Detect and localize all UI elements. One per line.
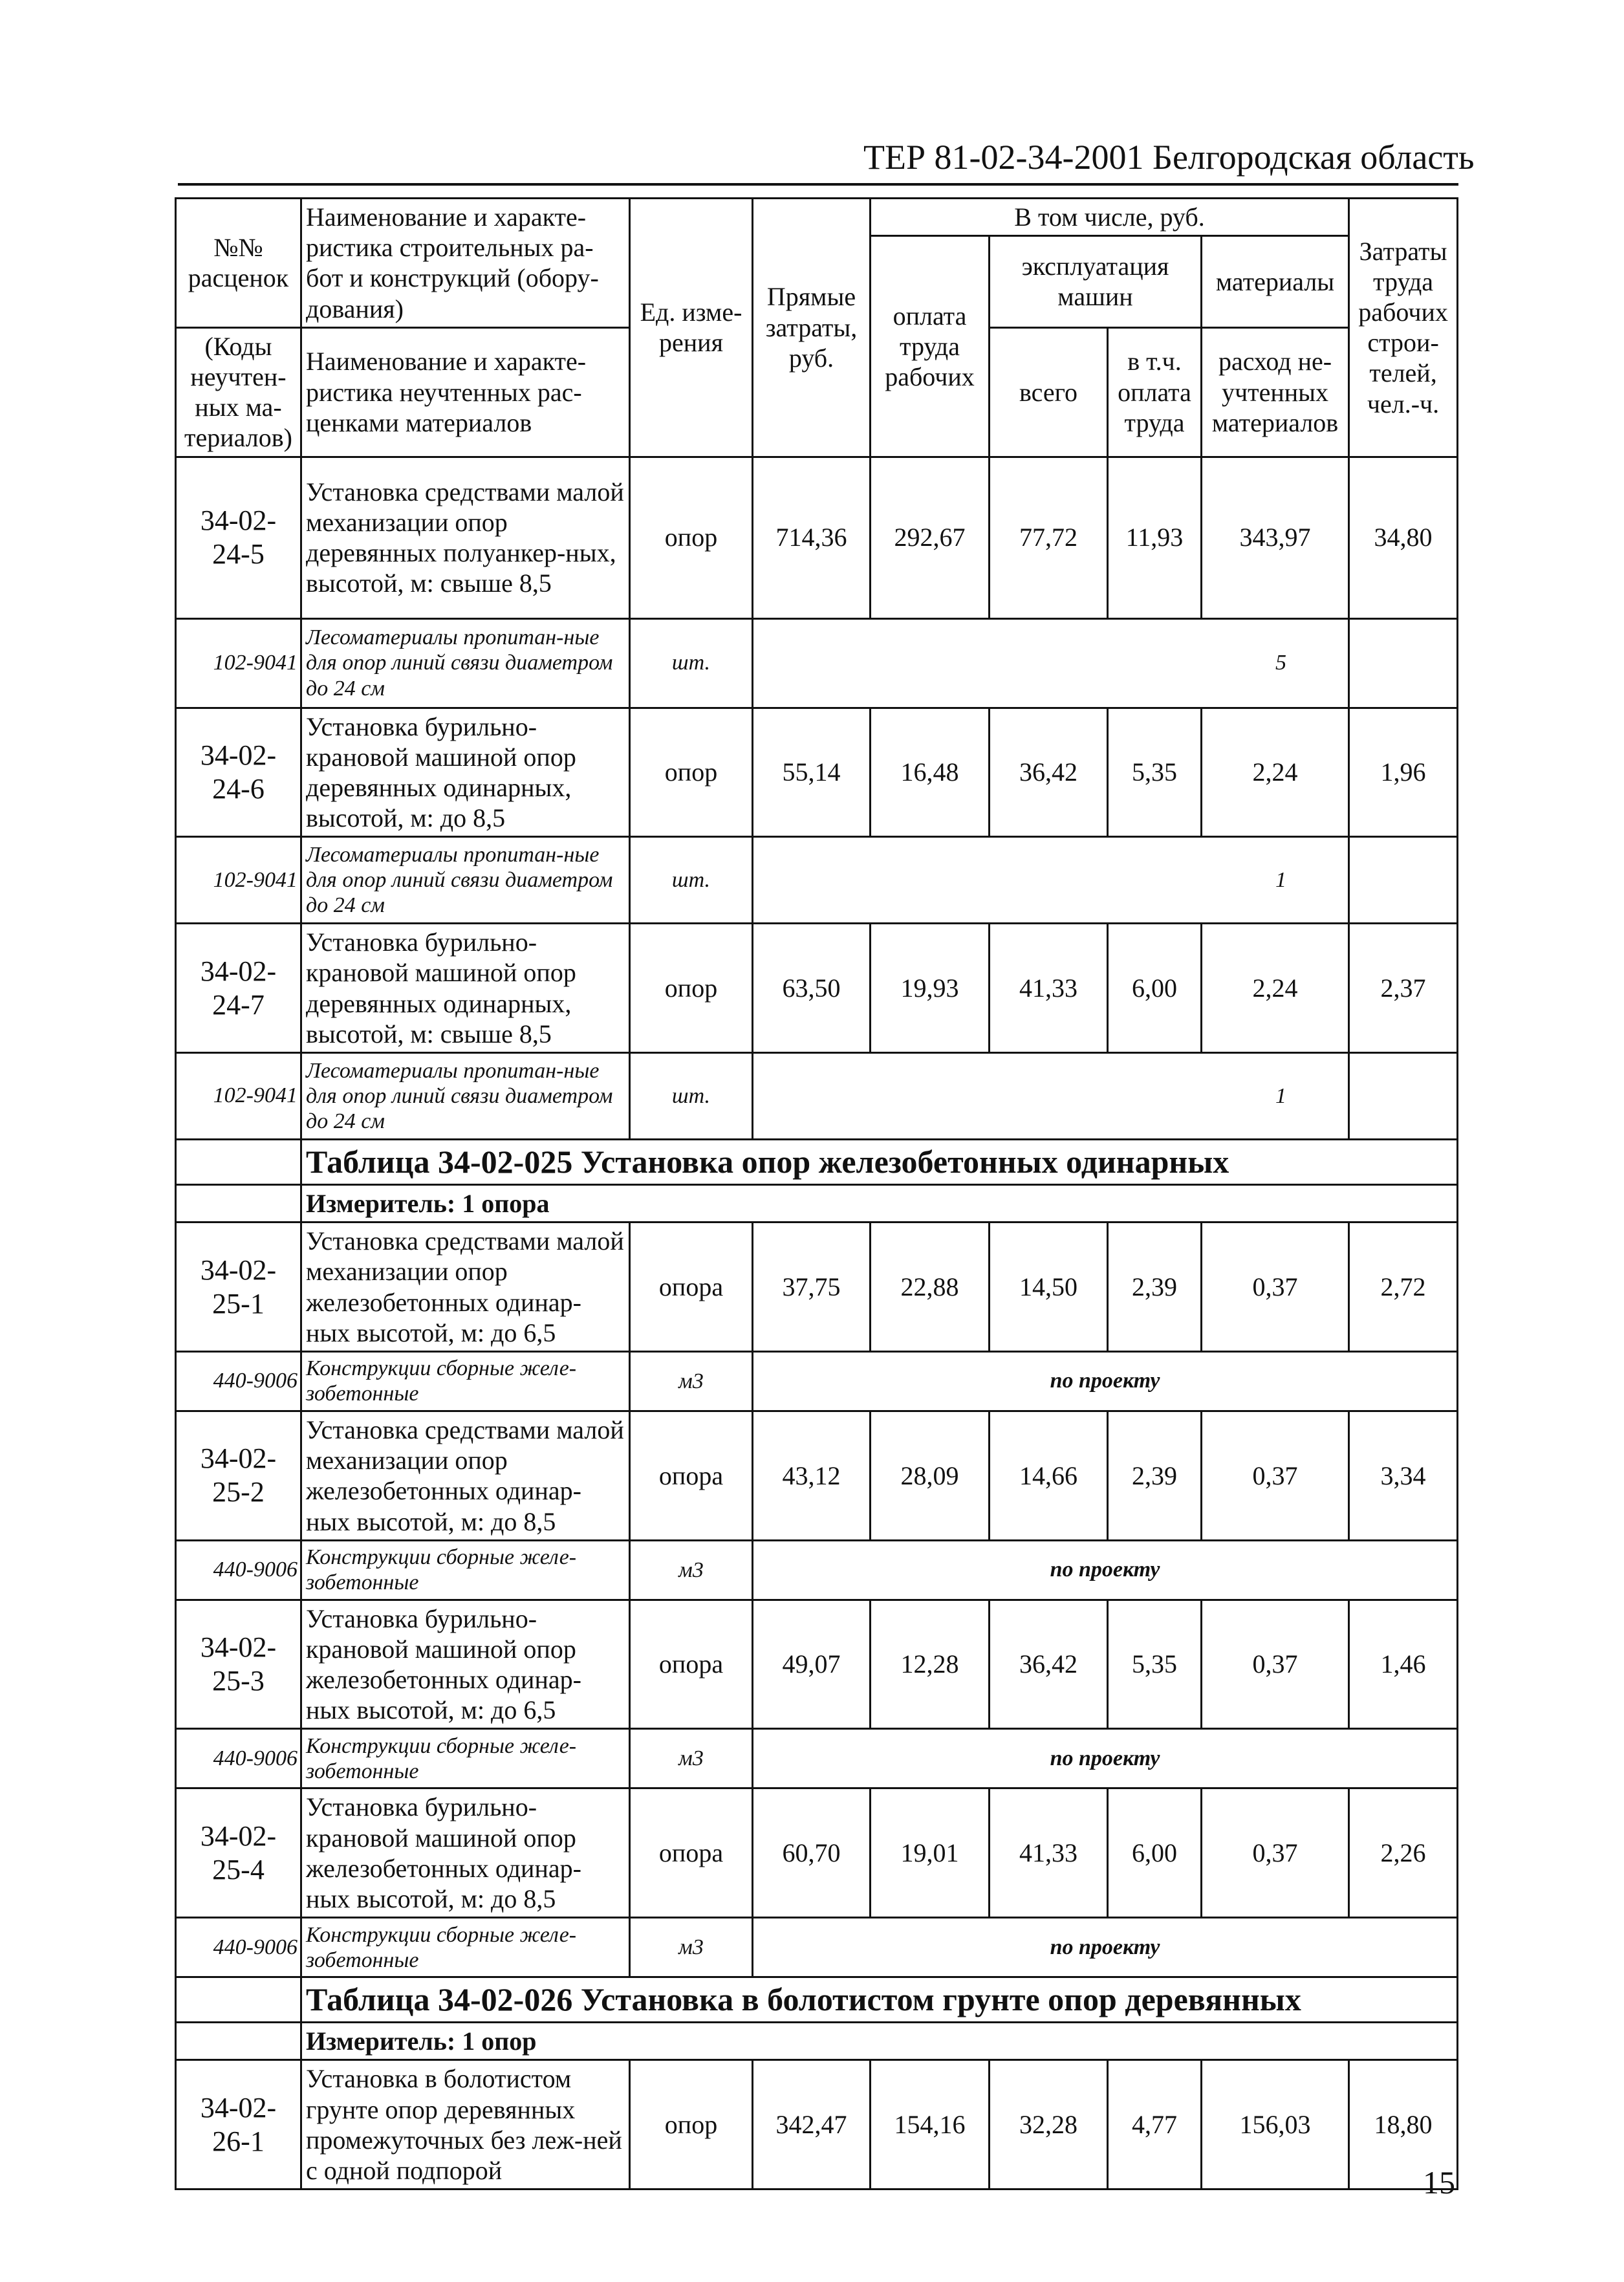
material-unit: м3 xyxy=(630,1729,753,1788)
machine-labor: 2,39 xyxy=(1108,1411,1202,1540)
machine-labor: 6,00 xyxy=(1108,1788,1202,1918)
section-title: Таблица 34-02-025 Установка опор железобетонных одинарных xyxy=(301,1140,1458,1185)
rate-name: Установка бурильно-крановой машиной опор деревянных одинарных, высотой, м: до 8,5 xyxy=(301,708,630,837)
material-name: Лесоматериалы пропитан-ные для опор линий связи диаметром до 24 см xyxy=(301,1053,630,1140)
rate-name: Установка бурильно-крановой машиной опор железобетонных одинар-ных высотой, м: до 8,5 xyxy=(301,1788,630,1918)
labor-pay: 19,93 xyxy=(871,924,990,1053)
material-code: 102-9041 xyxy=(176,1053,301,1140)
material-name: Конструкции сборные желе-зобетонные xyxy=(301,1540,630,1600)
machine-total: 32,28 xyxy=(990,2060,1108,2190)
col-machine-total-header: всего xyxy=(990,327,1108,457)
col-materials-header: материалы xyxy=(1202,236,1349,328)
machine-labor: 11,93 xyxy=(1108,457,1202,618)
material-code: 102-9041 xyxy=(176,837,301,924)
header-row-1 xyxy=(176,199,1458,236)
col-incl-header: В том числе, руб. xyxy=(871,199,1349,236)
material-name: Лесоматериалы пропитан-ные для опор линий связи диаметром до 24 см xyxy=(301,837,630,924)
unit-cell: опора xyxy=(630,1788,753,1918)
page-number: 15 xyxy=(1423,2164,1455,2200)
labor-hours: 2,37 xyxy=(1349,924,1458,1053)
material-qty: 1 xyxy=(753,1053,1349,1140)
machine-labor: 5,35 xyxy=(1108,1600,1202,1729)
labor-pay: 22,88 xyxy=(871,1222,990,1352)
labor-hours: 1,96 xyxy=(1349,708,1458,837)
material-code: 440-9006 xyxy=(176,1729,301,1788)
measure-row xyxy=(176,2023,1458,2060)
materials-cost: 0,37 xyxy=(1202,1600,1349,1729)
table-row xyxy=(176,1222,1458,1352)
material-row xyxy=(176,1918,1458,1977)
labor-pay: 154,16 xyxy=(871,2060,990,2190)
material-row xyxy=(176,837,1458,924)
rate-code: 34-02- 24-6 xyxy=(176,708,301,837)
unit-cell: опор xyxy=(630,457,753,618)
labor-hours: 3,34 xyxy=(1349,1411,1458,1540)
rate-code: 34-02- 25-2 xyxy=(176,1411,301,1540)
labor-pay: 28,09 xyxy=(871,1411,990,1540)
col-machine-header: эксплуатация машин xyxy=(990,236,1202,327)
labor-pay: 16,48 xyxy=(871,708,990,837)
machine-total: 14,50 xyxy=(990,1222,1108,1352)
machine-total: 41,33 xyxy=(990,1788,1108,1918)
direct-cost: 55,14 xyxy=(753,708,871,837)
labor-hours: 1,46 xyxy=(1349,1600,1458,1729)
section-title-row xyxy=(176,1977,1458,2023)
material-code: 440-9006 xyxy=(176,1540,301,1600)
direct-cost: 63,50 xyxy=(753,924,871,1053)
material-unit: шт. xyxy=(630,1053,753,1140)
rate-name: Установка в болотистом грунте опор деревянных промежуточных без леж-ней с одной подпорой xyxy=(301,2060,630,2190)
col-unit-header: Ед. изме-рения xyxy=(630,199,753,457)
materials-cost: 156,03 xyxy=(1202,2060,1349,2190)
col-name-header: Наименование и характе-ристика строительных ра-бот и конструкций (обору-дования) xyxy=(301,199,630,328)
table-row xyxy=(176,1600,1458,1729)
rate-code: 34-02- 24-5 xyxy=(176,457,301,618)
unit-cell: опор xyxy=(630,924,753,1053)
material-code: 440-9006 xyxy=(176,1351,301,1411)
col-code-header: №№ расценок xyxy=(176,199,301,328)
labor-pay: 292,67 xyxy=(871,457,990,618)
col-name-alt-header: Наименование и характе-ристика неучтенных рас-ценками материалов xyxy=(301,327,630,457)
material-row xyxy=(176,1053,1458,1140)
table-row xyxy=(176,708,1458,837)
material-name: Конструкции сборные желе-зобетонные xyxy=(301,1918,630,1977)
unit-cell: опор xyxy=(630,708,753,837)
materials-cost: 343,97 xyxy=(1202,457,1349,618)
machine-labor: 5,35 xyxy=(1108,708,1202,837)
section-title: Таблица 34-02-026 Установка в болотистом грунте опор деревянных xyxy=(301,1977,1458,2023)
section-measure: Измеритель: 1 опор xyxy=(301,2023,1458,2060)
machine-total: 77,72 xyxy=(990,457,1108,618)
material-unit: шт. xyxy=(630,618,753,708)
table-row xyxy=(176,457,1458,618)
direct-cost: 49,07 xyxy=(753,1600,871,1729)
table-row xyxy=(176,2060,1458,2190)
material-qty: 1 xyxy=(753,837,1349,924)
material-row xyxy=(176,1729,1458,1788)
section-title-row xyxy=(176,1140,1458,1185)
labor-hours: 2,26 xyxy=(1349,1788,1458,1918)
material-qty: по проекту xyxy=(753,1729,1458,1788)
materials-cost: 2,24 xyxy=(1202,708,1349,837)
rate-name: Установка средствами малой механизации опор железобетонных одинар-ных высотой, м: до 8,5 xyxy=(301,1411,630,1540)
document-header: ТЕР 81-02-34-2001 Белгородская область xyxy=(863,138,1475,177)
rate-name: Установка бурильно-крановой машиной опор деревянных одинарных, высотой, м: свыше 8,5 xyxy=(301,924,630,1053)
labor-pay: 19,01 xyxy=(871,1788,990,1918)
material-name: Лесоматериалы пропитан-ные для опор линий связи диаметром до 24 см xyxy=(301,618,630,708)
material-unit: м3 xyxy=(630,1540,753,1600)
material-code: 102-9041 xyxy=(176,618,301,708)
material-row xyxy=(176,1540,1458,1600)
labor-pay: 12,28 xyxy=(871,1600,990,1729)
direct-cost: 342,47 xyxy=(753,2060,871,2190)
rates-table xyxy=(175,197,1458,2190)
unit-cell: опора xyxy=(630,1600,753,1729)
unit-cell: опор xyxy=(630,2060,753,2190)
material-unit: м3 xyxy=(630,1351,753,1411)
direct-cost: 714,36 xyxy=(753,457,871,618)
rate-code: 34-02- 25-3 xyxy=(176,1600,301,1729)
material-qty: по проекту xyxy=(753,1351,1458,1411)
rate-code: 34-02- 24-7 xyxy=(176,924,301,1053)
materials-cost: 0,37 xyxy=(1202,1788,1349,1918)
material-qty: по проекту xyxy=(753,1540,1458,1600)
rate-code: 34-02- 25-1 xyxy=(176,1222,301,1352)
col-labor-cost-header: Затраты труда рабочих строи-телей, чел.-ч. xyxy=(1349,199,1458,457)
labor-hours: 18,80 xyxy=(1349,2060,1458,2190)
measure-row xyxy=(176,1185,1458,1222)
labor-hours: 34,80 xyxy=(1349,457,1458,618)
col-direct-header: Прямые затраты, руб. xyxy=(753,199,871,457)
col-labor-pay-header: оплата труда рабочих xyxy=(871,236,990,457)
material-row xyxy=(176,1351,1458,1411)
col-code-alt-header: (Коды неучтен-ных ма-териалов) xyxy=(176,327,301,457)
rate-code: 34-02- 25-4 xyxy=(176,1788,301,1918)
materials-cost: 0,37 xyxy=(1202,1222,1349,1352)
rate-name: Установка средствами малой механизации опор железобетонных одинар-ных высотой, м: до 6,5 xyxy=(301,1222,630,1352)
table-row xyxy=(176,1788,1458,1918)
material-qty: 5 xyxy=(753,618,1349,708)
material-code: 440-9006 xyxy=(176,1918,301,1977)
materials-cost: 0,37 xyxy=(1202,1411,1349,1540)
machine-labor: 6,00 xyxy=(1108,924,1202,1053)
material-row xyxy=(176,618,1458,708)
material-name: Конструкции сборные желе-зобетонные xyxy=(301,1729,630,1788)
material-qty: по проекту xyxy=(753,1918,1458,1977)
materials-cost: 2,24 xyxy=(1202,924,1349,1053)
machine-total: 41,33 xyxy=(990,924,1108,1053)
rate-name: Установка бурильно-крановой машиной опор железобетонных одинар-ных высотой, м: до 6,5 xyxy=(301,1600,630,1729)
unit-cell: опора xyxy=(630,1222,753,1352)
unit-cell: опора xyxy=(630,1411,753,1540)
direct-cost: 60,70 xyxy=(753,1788,871,1918)
material-name: Конструкции сборные желе-зобетонные xyxy=(301,1351,630,1411)
col-materials-alt-header: расход не-учтенных материалов xyxy=(1202,327,1349,457)
rate-code: 34-02- 26-1 xyxy=(176,2060,301,2190)
header-rule xyxy=(178,183,1458,186)
material-unit: шт. xyxy=(630,837,753,924)
section-measure: Измеритель: 1 опора xyxy=(301,1185,1458,1222)
machine-labor: 4,77 xyxy=(1108,2060,1202,2190)
labor-hours: 2,72 xyxy=(1349,1222,1458,1352)
rate-name: Установка средствами малой механизации опор деревянных полуанкер-ных, высотой, м: свыше 8,5 xyxy=(301,457,630,618)
direct-cost: 37,75 xyxy=(753,1222,871,1352)
material-unit: м3 xyxy=(630,1918,753,1977)
machine-total: 36,42 xyxy=(990,1600,1108,1729)
col-machine-labor-header: в т.ч. оплата труда xyxy=(1108,327,1202,457)
table-row xyxy=(176,924,1458,1053)
machine-total: 36,42 xyxy=(990,708,1108,837)
direct-cost: 43,12 xyxy=(753,1411,871,1540)
machine-labor: 2,39 xyxy=(1108,1222,1202,1352)
machine-total: 14,66 xyxy=(990,1411,1108,1540)
table-row xyxy=(176,1411,1458,1540)
